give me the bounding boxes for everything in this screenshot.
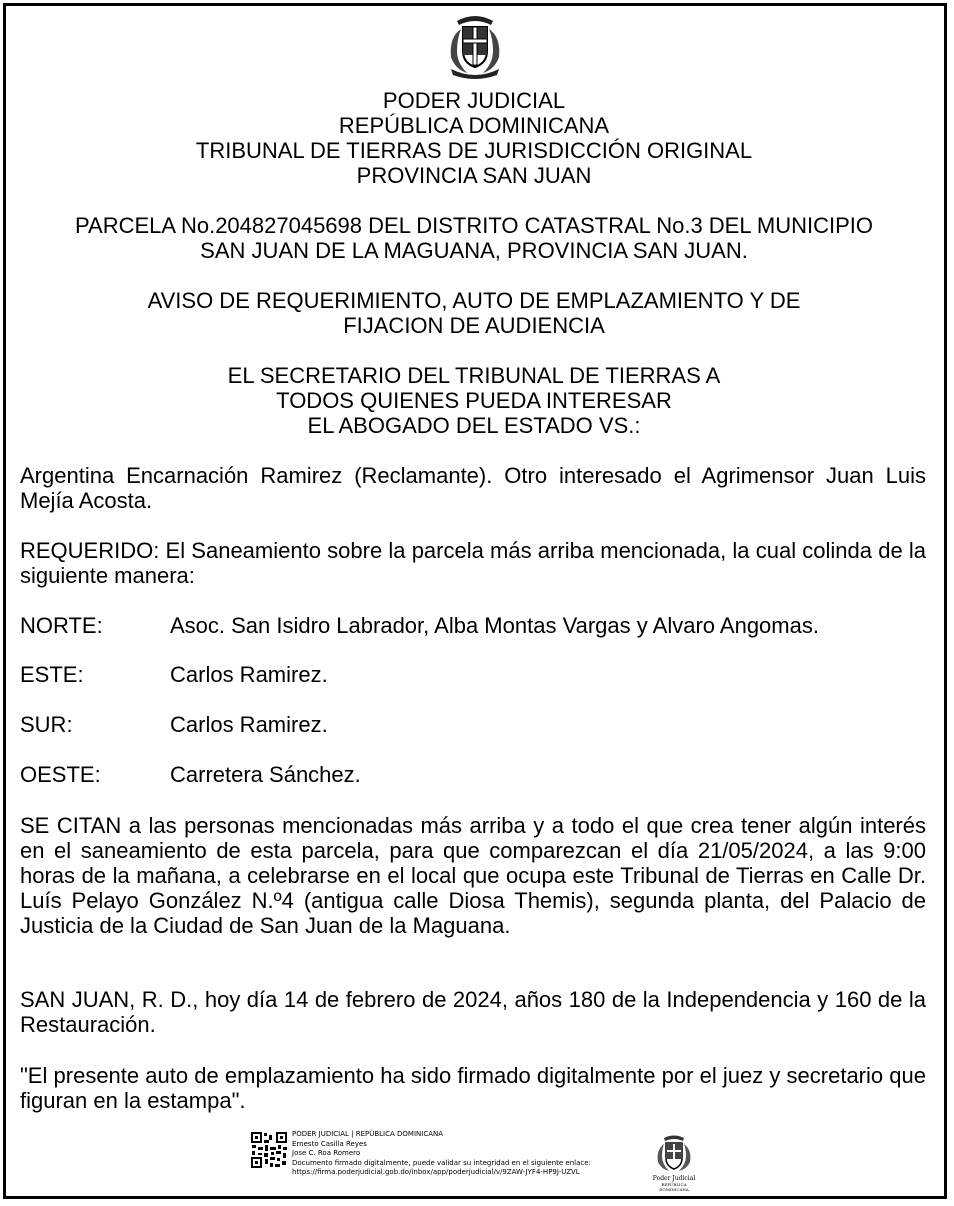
requerido-paragraph: REQUERIDO: El Saneamiento sobre la parcela más arriba mencionada, la cual colinda de la siguiente manera: (20, 538, 926, 588)
boundary-value: Carretera Sánchez. (170, 762, 361, 787)
notice-line: FIJACION DE AUDIENCIA (343, 313, 605, 338)
judicial-seal (652, 1134, 696, 1192)
notice-title (20, 288, 928, 338)
header-line: PODER JUDICIAL (382, 88, 566, 113)
digital-signature-stamp (250, 1130, 700, 1190)
header-line: PROVINCIA SAN JUAN (356, 163, 592, 188)
header-line: TRIBUNAL DE TIERRAS DE JURISDICCIÓN ORIGINAL (195, 138, 753, 163)
parcel-title (20, 213, 928, 263)
stamp-note: Documento firmado digitalmente, puede validar su integridad en el siguiente enlace: (292, 1158, 591, 1167)
boundary-value: Asoc. San Isidro Labrador, Alba Montas Vargas y Alvaro Angomas. (170, 613, 819, 638)
stamp-signer: Ernesto Casilla Reyes (292, 1139, 367, 1148)
notice-line: AVISO DE REQUERIMIENTO, AUTO DE EMPLAZAMIENTO Y DE (147, 288, 801, 313)
seal-subcaption: REPÚBLICA DOMINICANA (659, 1182, 689, 1192)
citation-paragraph: SE CITAN a las personas mencionadas más arriba y a todo el que crea tener algún interés en el saneamiento de esta parcela, para que comparezcan el día 21/05/2024, a las 9:00 horas de la mañana, a celebrarse en el local que ocupa este Tribunal de Tierras en Calle Dr. Luís Pelayo González N.º4 (antigua calle Diosa Themis), segunda planta, del Palacio de Justicia de la Ciudad de San Juan de la Maguana. (20, 813, 926, 938)
secretary-line: EL SECRETARIO DEL TRIBUNAL DE TIERRAS A (227, 363, 721, 388)
date-paragraph: SAN JUAN, R. D., hoy día 14 de febrero de 2024, años 180 de la Independencia y 160 de la Restauración. (20, 987, 926, 1037)
secretary-line: EL ABOGADO DEL ESTADO VS.: (307, 413, 641, 438)
header-line: REPÚBLICA DOMINICANA (338, 113, 610, 138)
qr-code-icon[interactable] (250, 1131, 288, 1169)
parcel-line: PARCELA No.204827045698 DEL DISTRITO CATASTRAL No.3 DEL MUNICIPIO (74, 213, 873, 238)
boundary-direction: ESTE: (20, 662, 84, 687)
seal-caption: Poder Judicial (652, 1175, 696, 1182)
stamp-url-link[interactable]: https://firma.poderjudicial.gob.do/inbox/app/poderjudicial/v/9ZAW-JYF4-HP9J-UZVL (292, 1168, 580, 1177)
boundary-value: Carlos Ramirez. (170, 712, 328, 737)
boundary-value: Carlos Ramirez. (170, 662, 328, 687)
court-header (20, 88, 928, 188)
parcel-line: SAN JUAN DE LA MAGUANA, PROVINCIA SAN JUAN. (200, 238, 748, 263)
boundary-direction: NORTE: (20, 613, 103, 638)
secretary-address (20, 363, 928, 438)
boundary-direction: OESTE: (20, 762, 101, 787)
signature-paragraph: "El presente auto de emplazamiento ha sido firmado digitalmente por el juez y secretario que figuran en la estampa". (20, 1063, 926, 1113)
secretary-line: TODOS QUIENES PUEDA INTERESAR (276, 388, 672, 413)
coat-of-arms-icon (443, 13, 507, 79)
stamp-text (292, 1130, 591, 1178)
boundary-direction: SUR: (20, 712, 73, 737)
claimant-paragraph: Argentina Encarnación Ramirez (Reclamante). Otro interesado el Agrimensor Juan Luis Mejía Acosta. (20, 463, 926, 513)
judicial-seal-icon (652, 1134, 696, 1174)
stamp-org: PODER JUDICIAL | REPÚBLICA DOMINICANA (292, 1130, 444, 1138)
stamp-signer: Jose C. Roa Romero (292, 1149, 361, 1158)
